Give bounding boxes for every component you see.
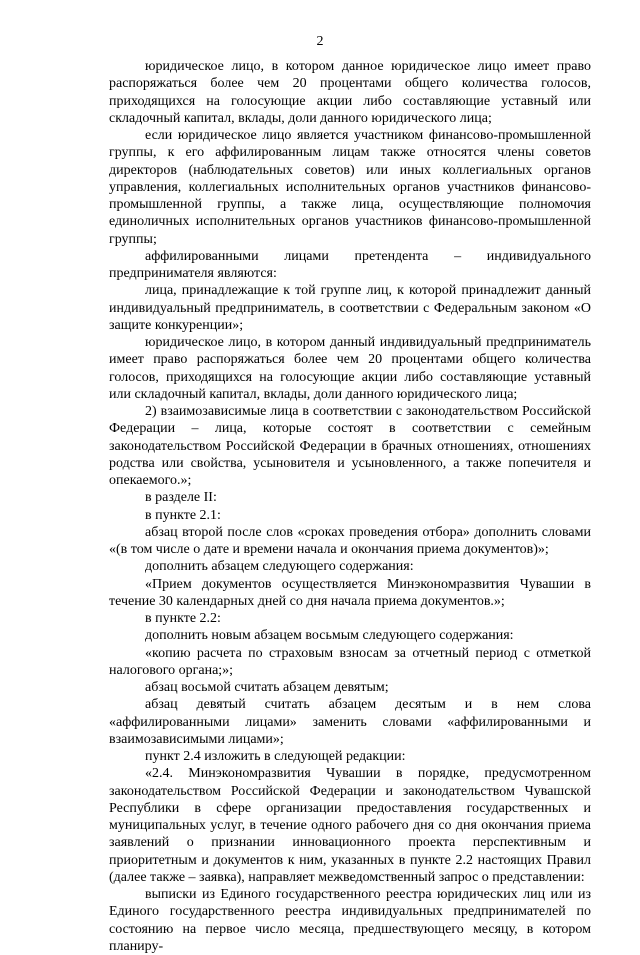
paragraph: дополнить абзацем следующего содержания:: [145, 559, 414, 575]
paragraph: «2.4. Минэкономразвития Чувашии в порядке, предусмотренном законодательством Российской Федерации и законодательством Чувашской Республики в сфере организации предоставления государственных и муниципальных услуг, в течение одного рабочего дня со дня окончания приема заявлений о признании инновационного проекта перспективным и приоритетным и документов к ним, указанных в пункте 2.2 настоящих Правил (далее также – заявка), направляет межведомственный запрос о представлении:: [109, 766, 591, 885]
paragraph: пункт 2.4 изложить в следующей редакции:: [145, 749, 406, 764]
paragraph: если юридическое лицо является участником финансово-промышленной группы, к его аффилированным лицам также относятся члены советов директоров (наблюдательных советов) или иных коллегиальных органов управления, коллегиальных исполнительных органов участников финансово-промышленной группы, а также лица, осуществляющие полномочия единоличных исполнительных органов участников финансово-промышленной группы;: [109, 128, 591, 247]
paragraph: в пункте 2.1:: [145, 507, 221, 523]
paragraph: «копию расчета по страховым взносам за отчетный период с отметкой налогового органа;»;: [109, 645, 591, 678]
paragraph: абзац девятый считать абзацем десятым и в нем слова «аффилированными лицами» заменить словами «аффилированными и взаимозависимыми лицами»;: [109, 697, 591, 747]
paragraph: юридическое лицо, в котором данный индивидуальный предприниматель имеет право распоряжаться более чем 20 процентами общего количества голосов, приходящихся на голосующие акции либо составляющие уставный или складочный капитал, вклады, доли данного юридического лица;: [109, 335, 591, 402]
paragraph: абзац восьмой считать абзацем девятым;: [145, 680, 389, 695]
paragraph: юридическое лицо, в котором данное юридическое лицо имеет право распоряжаться более чем 20 процентами общего количества голосов, приходящихся на голосующие акции либо составляющие уставный или складочный капитал, вклады, доли данного юридического лица;: [109, 59, 591, 126]
document-body: [109, 58, 591, 955]
paragraph: «Прием документов осуществляется Минэкономразвития Чувашии в течение 30 календарных дней со дня начала приема документов.»;: [109, 576, 591, 609]
paragraph: в пункте 2.2:: [145, 611, 221, 626]
paragraph: выписки из Единого государственного реестра юридических лиц или из Единого государственного реестра индивидуальных предпринимателей по состоянию на первое число месяца, предшествующего месяцу, в котором планиру-: [109, 887, 591, 954]
paragraph: лица, принадлежащие к той группе лиц, к которой принадлежит данный индивидуальный предприниматель, в соответствии с Федеральным законом «О защите конкуренции»;: [109, 283, 591, 333]
paragraph: абзац второй после слов «сроках проведения отбора» дополнить словами «(в том числе о дате и времени начала и окончания приема документов)»;: [109, 524, 591, 557]
paragraph: в разделе II:: [145, 490, 217, 506]
page-number: 2: [316, 34, 324, 49]
paragraph: 2) взаимозависимые лица в соответствии с законодательством Российской Федерации – лица, которые состоят в соответствии с семейным законодательством Российской Федерации в брачных отношениях, отношениях родства или свойства, усыновителя и усыновленного, а также попечителя и опекаемого.»;: [109, 404, 591, 488]
paragraph: дополнить новым абзацем восьмым следующего содержания:: [145, 628, 514, 644]
paragraph: аффилированными лицами претендента – индивидуального предпринимателя являются:: [109, 248, 591, 281]
